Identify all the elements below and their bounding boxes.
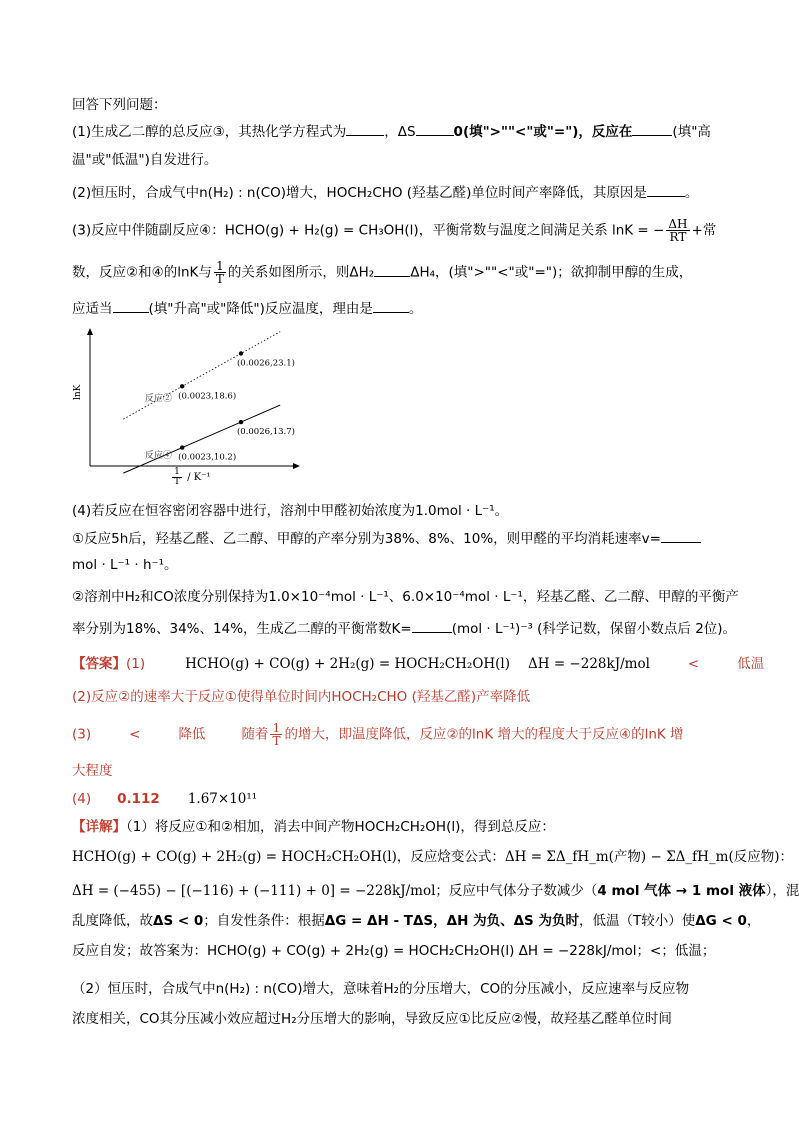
detail-1: 【详解】（1）将反应①和②相加，消去中间产物HOCH₂CH₂OH(l)，得到总反应： (72, 819, 555, 835)
question-4: (4)若反应在恒容密闭容器中进行，溶剂中甲醛初始浓度为1.0mol · L⁻¹。 (72, 503, 509, 519)
fraction-1-t: $\frac{1}{T}$ (215, 259, 224, 286)
answer-blank[interactable] (373, 300, 409, 313)
data-point (180, 445, 184, 449)
detail-7: 浓度相关，CO其分压减小效应超过H₂分压增大的影响，导致反应①比反应②慢，故羟基乙醛单位时间 (72, 1011, 672, 1027)
answer-2: (2)反应②的速率大于反应①使得单位时间内HOCH₂CHO (羟基乙醛)产率降低 (72, 689, 531, 705)
answer-blank[interactable] (374, 264, 410, 277)
detail-2: HCHO(g) + CO(g) + 2H₂(g) = HOCH₂CH₂OH(l)，反应焓变公式：ΔH = ΣΔ_fH_m(产物) − ΣΔ_fH_m(反应物)： (72, 849, 793, 865)
y-axis-arrow (87, 328, 93, 335)
question-2: (2)恒压时，合成气中n(H₂) : n(CO)增大，HOCH₂CHO (羟基乙醛)单位时间产率降低，其原因是 。 (72, 185, 699, 201)
question-1: (1)生成乙二醇的总反应③，其热化学方程式为 ，ΔS 0(填">""<"或"=")，反应在 (填"高 (72, 124, 711, 140)
question-4-2-cont: 率分别为18%、34%、14%，生成乙二醇的平衡常数K= (mol · L⁻¹)⁻³ (科学记数，保留小数点后 2位)。 (72, 621, 737, 637)
answer-blank[interactable] (647, 184, 685, 197)
data-point (239, 420, 243, 424)
question-4-1-unit: mol · L⁻¹ · h⁻¹。 (72, 557, 178, 573)
answer-3: (3) < 降低 随着 $\frac{1}{T}$ 的增大，即温度降低，反应②的lnK 增大的程度大于反应④的lnK 增 (72, 721, 684, 748)
fraction-dh-rt: $\frac{\Delta H}{RT}$ (668, 217, 688, 244)
answer-4: (4) 0.112 1.67×10¹¹ (72, 791, 258, 807)
data-point-label: (0.0026,23.1) (236, 358, 295, 369)
lnk-vs-inverse-t-chart (72, 326, 304, 490)
answer-blank[interactable] (632, 123, 672, 136)
detail-4: 乱度降低，故ΔS < 0；自发性条件：根据ΔG = ΔH - TΔS，ΔH 为负、ΔS 为负时，低温（T较小）使ΔG < 0， (72, 913, 761, 929)
question-3: (3)反应中伴随副反应④：HCHO(g) + H₂(g) = CH₃OH(l)，平衡常数与温度之间满足关系 lnK = − $\frac{\Delta H}{RT}$ +常 (72, 217, 717, 244)
answer-blank[interactable] (661, 530, 701, 543)
question-1-cont: 温"或"低温")自发进行。 (72, 152, 218, 168)
x-axis-arrow (293, 463, 300, 469)
series-label-2: 反应④ (144, 450, 172, 461)
intro-text: 回答下列问题： (72, 97, 167, 113)
series-label-1: 反应② (144, 394, 172, 405)
data-point (239, 351, 243, 355)
answer-blank[interactable] (113, 300, 149, 313)
answer-blank[interactable] (412, 620, 452, 633)
question-3-cont: 数，反应②和④的lnK与 $\frac{1}{T}$ 的关系如图所示，则ΔH₂ ΔH₄，(填">""<"或"=")；欲抑制甲醇的生成， (72, 259, 693, 286)
answer-blank[interactable] (346, 123, 384, 136)
question-3-cont2: 应适当 (填"升高"或"降低")反应温度，理由是 。 (72, 301, 423, 317)
data-point (180, 384, 184, 388)
answer-3-cont: 大程度 (72, 763, 113, 779)
question-4-2: ②溶剂中H₂和CO浓度分别保持为1.0×10⁻⁴mol · L⁻¹、6.0×10⁻⁴mol · L⁻¹，羟基乙醛、乙二醇、甲醇的平衡产 (72, 589, 739, 605)
y-axis-label: lnK (73, 384, 83, 400)
detail-3: ΔH = (−455) − [(−116) + (−111) + 0] = −228kJ/mol；反应中气体分子数减少（4 mol 气体 → 1 mol 液体），混 (72, 883, 799, 899)
data-point-label: (0.0023,10.2) (178, 452, 237, 463)
series-line-2 (123, 405, 280, 473)
answer-fraction-1-t: $\frac{1}{T}$ (272, 721, 281, 748)
data-point-label: (0.0026,13.7) (236, 427, 295, 438)
data-point-label: (0.0023,18.6) (178, 391, 237, 402)
x-axis-label: $\frac{1}{T}$ / K⁻¹ (174, 467, 211, 487)
answer-blank[interactable] (416, 123, 454, 136)
x-axis-label-fraction: $\frac{1}{T}$ (174, 467, 181, 487)
detail-6: （2）恒压时，合成气中n(H₂) : n(CO)增大，意味着H₂的分压增大，CO的分压减小，反应速率与反应物 (72, 981, 690, 997)
question-4-1: ①反应5h后，羟基乙醛、乙二醇、甲醇的产率分别为38%、8%、10%，则甲醛的平均消耗速率v= (72, 530, 732, 548)
answer-1: 【答案】(1) HCHO(g) + CO(g) + 2H₂(g) = HOCH₂CH₂OH(l) ΔH = −228kJ/mol < 低温 (72, 656, 765, 672)
series-line-1 (123, 332, 280, 420)
detail-5: 反应自发；故答案为：HCHO(g) + CO(g) + 2H₂(g) = HOCH₂CH₂OH(l) ΔH = −228kJ/mol；<；低温； (72, 943, 716, 959)
